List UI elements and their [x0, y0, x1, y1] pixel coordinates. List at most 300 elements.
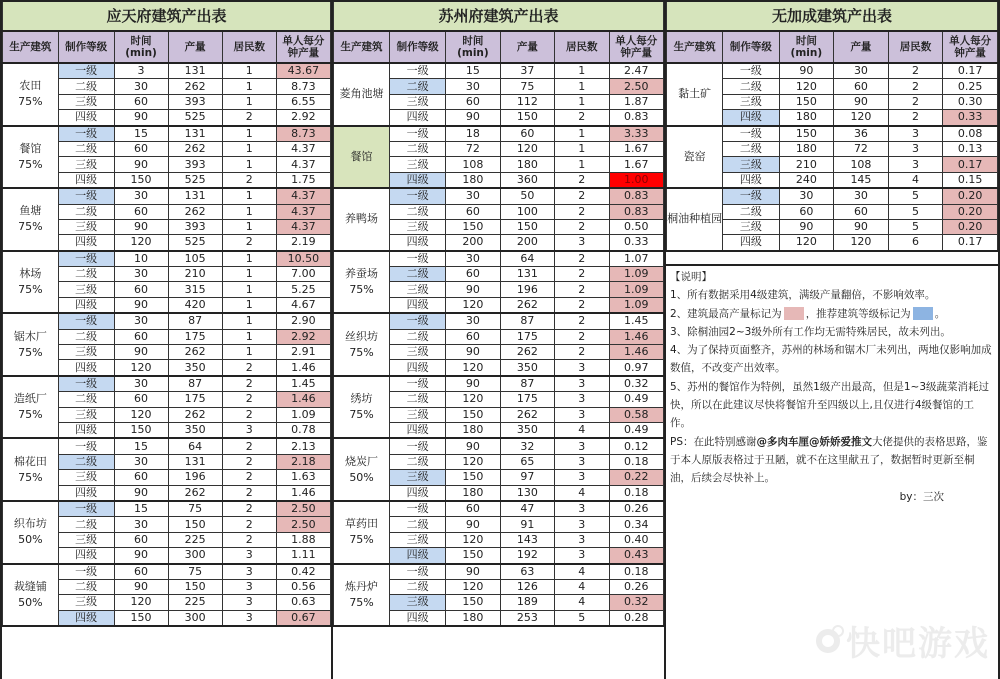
- output-cell: 180: [500, 157, 554, 172]
- time-cell: 90: [446, 376, 500, 392]
- grade-cell: 二级: [390, 517, 446, 532]
- time-cell: 90: [114, 157, 168, 172]
- residents-cell: 1: [222, 188, 276, 204]
- grade-cell: 一级: [58, 501, 114, 517]
- output-cell: 37: [500, 63, 554, 79]
- output-cell: 525: [168, 172, 222, 188]
- residents-cell: 3: [555, 438, 609, 454]
- grade-cell: 一级: [390, 63, 446, 79]
- time-cell: 90: [114, 297, 168, 313]
- grade-cell: 二级: [723, 79, 779, 94]
- time-cell: 150: [779, 94, 834, 109]
- residents-cell: 2: [888, 79, 943, 94]
- time-cell: 120: [446, 454, 500, 469]
- grade-cell: 一级: [58, 376, 114, 392]
- building-name: 造纸厂 75%: [3, 376, 59, 439]
- per-min-cell: 1.88: [276, 532, 330, 547]
- per-min-cell: 0.33: [943, 110, 998, 126]
- note-4: 4、为了保持页面整齐，苏州的林场和锯木厂未列出，两地仅影响加成数值，不改变产出效率。: [670, 344, 992, 375]
- output-cell: 120: [834, 235, 889, 251]
- per-min-cell: 10.50: [276, 251, 330, 267]
- time-cell: 30: [114, 376, 168, 392]
- building-name: 桐油种植园: [667, 188, 723, 251]
- per-min-cell: 4.37: [276, 188, 330, 204]
- output-cell: 189: [500, 595, 554, 610]
- output-cell: 75: [168, 501, 222, 517]
- grade-cell: 一级: [390, 501, 446, 517]
- per-min-cell: 1.45: [276, 376, 330, 392]
- per-min-cell: 1.09: [609, 297, 664, 313]
- residents-cell: 1: [222, 297, 276, 313]
- time-cell: 90: [446, 110, 500, 126]
- time-cell: 180: [779, 141, 834, 156]
- output-cell: 112: [500, 94, 554, 109]
- per-min-cell: 0.83: [609, 204, 664, 219]
- time-cell: 240: [779, 172, 834, 188]
- residents-cell: 1: [555, 141, 609, 156]
- per-min-cell: 0.20: [943, 204, 998, 219]
- time-cell: 60: [114, 564, 168, 580]
- time-cell: 60: [114, 532, 168, 547]
- residents-cell: 3: [222, 422, 276, 438]
- no-bonus-table: [666, 0, 998, 252]
- building-name: 棉花田 75%: [3, 438, 59, 501]
- suzhou-table: [333, 0, 664, 627]
- residents-cell: 1: [555, 94, 609, 109]
- per-min-cell: 6.55: [276, 94, 330, 109]
- residents-cell: 3: [555, 235, 609, 251]
- time-cell: 150: [446, 548, 500, 564]
- building-name: 鱼塘 75%: [3, 188, 59, 251]
- grade-cell: 二级: [390, 392, 446, 407]
- residents-cell: 2: [555, 188, 609, 204]
- output-cell: 47: [500, 501, 554, 517]
- output-cell: 150: [168, 517, 222, 532]
- grade-cell: 四级: [723, 172, 779, 188]
- no-bonus-panel: [666, 0, 1000, 679]
- residents-cell: 4: [555, 564, 609, 580]
- notes-heading: 【说明】: [670, 271, 712, 283]
- output-cell: 196: [168, 470, 222, 485]
- per-min-cell: 1.46: [609, 345, 664, 360]
- table-row: [3, 188, 331, 204]
- time-cell: 108: [446, 157, 500, 172]
- output-cell: 50: [500, 188, 554, 204]
- per-min-cell: 0.17: [943, 63, 998, 79]
- per-min-cell: 1.63: [276, 470, 330, 485]
- residents-cell: 2: [555, 345, 609, 360]
- per-min-cell: 0.49: [609, 422, 664, 438]
- output-cell: 262: [500, 297, 554, 313]
- watermark-logo-icon: [816, 629, 840, 653]
- per-min-cell: 0.26: [609, 501, 664, 517]
- grade-cell: 二级: [390, 141, 446, 156]
- time-cell: 90: [114, 485, 168, 501]
- output-cell: 525: [168, 235, 222, 251]
- grade-cell: 二级: [390, 329, 446, 344]
- output-cell: 262: [168, 345, 222, 360]
- table-row: [667, 63, 998, 79]
- grade-cell: 一级: [58, 251, 114, 267]
- residents-cell: 2: [555, 204, 609, 219]
- time-cell: 90: [114, 345, 168, 360]
- time-cell: 60: [446, 94, 500, 109]
- time-cell: 30: [114, 267, 168, 282]
- col-per-min: 单人每分 钟产量: [943, 31, 998, 63]
- per-min-cell: 1.11: [276, 548, 330, 564]
- output-cell: 90: [834, 219, 889, 234]
- per-min-cell: 0.78: [276, 422, 330, 438]
- per-min-cell: 1.09: [609, 267, 664, 282]
- per-min-cell: 1.67: [609, 157, 664, 172]
- building-name: 农田 75%: [3, 63, 59, 126]
- per-min-cell: 0.43: [609, 548, 664, 564]
- yingtian-panel: [0, 0, 333, 679]
- output-cell: 196: [500, 282, 554, 297]
- output-cell: 87: [500, 313, 554, 329]
- table-row: [3, 376, 331, 392]
- time-cell: 30: [446, 313, 500, 329]
- grade-cell: 二级: [723, 141, 779, 156]
- building-name: 绣坊 75%: [334, 376, 390, 439]
- per-min-cell: 7.00: [276, 267, 330, 282]
- residents-cell: 3: [555, 532, 609, 547]
- time-cell: 30: [446, 79, 500, 94]
- output-cell: 210: [168, 267, 222, 282]
- grade-cell: 三级: [58, 595, 114, 610]
- output-cell: 300: [168, 548, 222, 564]
- residents-cell: 6: [888, 235, 943, 251]
- per-min-cell: 8.73: [276, 126, 330, 142]
- residents-cell: 2: [222, 485, 276, 501]
- residents-cell: 2: [222, 172, 276, 188]
- per-min-cell: 2.47: [609, 63, 664, 79]
- table-row: [667, 126, 998, 142]
- best-swatch: [784, 307, 804, 320]
- time-cell: 18: [446, 126, 500, 142]
- building-name: 裁缝铺 50%: [3, 564, 59, 627]
- residents-cell: 3: [222, 595, 276, 610]
- output-cell: 262: [168, 485, 222, 501]
- time-cell: 60: [446, 329, 500, 344]
- grade-cell: 一级: [390, 564, 446, 580]
- output-cell: 393: [168, 157, 222, 172]
- grade-cell: 四级: [58, 172, 114, 188]
- residents-cell: 3: [555, 517, 609, 532]
- residents-cell: 2: [222, 360, 276, 376]
- output-cell: 262: [500, 407, 554, 422]
- grade-cell: 四级: [390, 422, 446, 438]
- output-cell: 131: [168, 126, 222, 142]
- col-output: 产量: [500, 31, 554, 63]
- output-cell: 126: [500, 579, 554, 594]
- output-cell: 108: [834, 157, 889, 172]
- output-cell: 131: [168, 188, 222, 204]
- grade-cell: 四级: [58, 485, 114, 501]
- col-building: 生产建筑: [334, 31, 390, 63]
- grade-cell: 三级: [390, 470, 446, 485]
- building-name: 林场 75%: [3, 251, 59, 314]
- residents-cell: 1: [222, 345, 276, 360]
- residents-cell: 2: [555, 251, 609, 267]
- grade-cell: 三级: [390, 595, 446, 610]
- per-min-cell: 4.37: [276, 219, 330, 234]
- residents-cell: 1: [222, 267, 276, 282]
- col-residents: 居民数: [888, 31, 943, 63]
- residents-cell: 2: [222, 501, 276, 517]
- grade-cell: 一级: [723, 188, 779, 204]
- residents-cell: 3: [555, 376, 609, 392]
- col-building: 生产建筑: [667, 31, 723, 63]
- grade-cell: 二级: [58, 579, 114, 594]
- col-time: 时间 (min): [114, 31, 168, 63]
- grade-cell: 三级: [58, 532, 114, 547]
- output-cell: 350: [168, 422, 222, 438]
- residents-cell: 2: [222, 470, 276, 485]
- per-min-cell: 1.75: [276, 172, 330, 188]
- residents-cell: 3: [222, 548, 276, 564]
- time-cell: 72: [446, 141, 500, 156]
- grade-cell: 四级: [390, 235, 446, 251]
- per-min-cell: 0.83: [609, 188, 664, 204]
- output-cell: 350: [500, 422, 554, 438]
- per-min-cell: 43.67: [276, 63, 330, 79]
- grade-cell: 四级: [58, 297, 114, 313]
- output-cell: 315: [168, 282, 222, 297]
- residents-cell: 3: [222, 564, 276, 580]
- residents-cell: 2: [555, 282, 609, 297]
- table-row: [667, 188, 998, 204]
- time-cell: 30: [779, 188, 834, 204]
- grade-cell: 四级: [58, 548, 114, 564]
- time-cell: 150: [114, 610, 168, 626]
- per-min-cell: 0.26: [609, 579, 664, 594]
- residents-cell: 3: [888, 141, 943, 156]
- time-cell: 30: [446, 188, 500, 204]
- output-cell: 262: [168, 407, 222, 422]
- per-min-cell: 0.56: [276, 579, 330, 594]
- building-name: 养鸭场: [334, 188, 390, 251]
- time-cell: 150: [779, 126, 834, 142]
- per-min-cell: 2.92: [276, 329, 330, 344]
- grade-cell: 四级: [723, 110, 779, 126]
- time-cell: 30: [114, 454, 168, 469]
- output-cell: 131: [500, 267, 554, 282]
- grade-cell: 四级: [58, 422, 114, 438]
- output-cell: 262: [168, 204, 222, 219]
- grade-cell: 四级: [723, 235, 779, 251]
- note-5: 5、苏州的餐馆作为特例，虽然1级产出最高，但是1~3级蔬菜消耗过快，所以在此建议尽快将餐馆升至四级以上,且仅进行4级餐馆的工作。: [670, 380, 990, 430]
- grade-cell: 二级: [390, 267, 446, 282]
- suzhou-panel: [333, 0, 666, 679]
- per-min-cell: 3.33: [609, 126, 664, 142]
- grade-cell: 三级: [723, 219, 779, 234]
- residents-cell: 2: [222, 110, 276, 126]
- grade-cell: 二级: [58, 141, 114, 156]
- output-cell: 350: [168, 360, 222, 376]
- note-3: 3、除桐油园2~3级外所有工作均无需特殊居民，故未列出。: [670, 325, 951, 338]
- per-min-cell: 1.87: [609, 94, 664, 109]
- output-cell: 253: [500, 610, 554, 626]
- output-cell: 175: [500, 392, 554, 407]
- grade-cell: 一级: [390, 251, 446, 267]
- grade-cell: 一级: [58, 564, 114, 580]
- time-cell: 120: [446, 532, 500, 547]
- col-grade: 制作等级: [723, 31, 779, 63]
- time-cell: 180: [446, 172, 500, 188]
- grade-cell: 三级: [390, 407, 446, 422]
- time-cell: 15: [446, 63, 500, 79]
- output-cell: 60: [834, 204, 889, 219]
- residents-cell: 2: [555, 297, 609, 313]
- building-name: 草药田 75%: [334, 501, 390, 564]
- residents-cell: 3: [555, 501, 609, 517]
- output-cell: 393: [168, 94, 222, 109]
- time-cell: 90: [446, 345, 500, 360]
- time-cell: 60: [779, 204, 834, 219]
- residents-cell: 1: [222, 282, 276, 297]
- note-1: 1、所有数据采用4级建筑，满级产量翻倍，不影响效率。: [670, 289, 936, 302]
- output-cell: 30: [834, 63, 889, 79]
- output-cell: 150: [500, 110, 554, 126]
- time-cell: 120: [114, 235, 168, 251]
- per-min-cell: 0.30: [943, 94, 998, 109]
- per-min-cell: 0.58: [609, 407, 664, 422]
- output-cell: 350: [500, 360, 554, 376]
- per-min-cell: 2.18: [276, 454, 330, 469]
- residents-cell: 3: [222, 610, 276, 626]
- time-cell: 120: [446, 392, 500, 407]
- residents-cell: 2: [555, 172, 609, 188]
- per-min-cell: 1.07: [609, 251, 664, 267]
- output-cell: 192: [500, 548, 554, 564]
- time-cell: 120: [779, 235, 834, 251]
- residents-cell: 2: [555, 110, 609, 126]
- time-cell: 15: [114, 438, 168, 454]
- time-cell: 210: [779, 157, 834, 172]
- grade-cell: 二级: [390, 204, 446, 219]
- table-row: [334, 564, 664, 580]
- residents-cell: 3: [555, 407, 609, 422]
- table-title: 应天府建筑产出表: [3, 1, 331, 31]
- output-cell: 145: [834, 172, 889, 188]
- output-cell: 120: [500, 141, 554, 156]
- time-cell: 90: [779, 219, 834, 234]
- output-cell: 175: [168, 392, 222, 407]
- per-min-cell: 4.37: [276, 204, 330, 219]
- time-cell: 90: [114, 548, 168, 564]
- output-cell: 60: [834, 79, 889, 94]
- per-min-cell: 0.63: [276, 595, 330, 610]
- output-cell: 300: [168, 610, 222, 626]
- per-min-cell: 2.91: [276, 345, 330, 360]
- grade-cell: 一级: [58, 126, 114, 142]
- grade-cell: 二级: [390, 79, 446, 94]
- per-min-cell: 1.09: [609, 282, 664, 297]
- col-residents: 居民数: [222, 31, 276, 63]
- residents-cell: 5: [888, 204, 943, 219]
- time-cell: 120: [779, 79, 834, 94]
- per-min-cell: 0.13: [943, 141, 998, 156]
- output-cell: 100: [500, 204, 554, 219]
- col-per-min: 单人每分 钟产量: [276, 31, 330, 63]
- time-cell: 120: [114, 595, 168, 610]
- table-row: [3, 251, 331, 267]
- grade-cell: 一级: [390, 438, 446, 454]
- grade-cell: 二级: [58, 79, 114, 94]
- time-cell: 30: [114, 79, 168, 94]
- time-cell: 150: [446, 407, 500, 422]
- residents-cell: 5: [888, 219, 943, 234]
- grade-cell: 四级: [58, 110, 114, 126]
- per-min-cell: 0.97: [609, 360, 664, 376]
- per-min-cell: 2.90: [276, 313, 330, 329]
- output-cell: 32: [500, 438, 554, 454]
- time-cell: 90: [446, 282, 500, 297]
- per-min-cell: 0.12: [609, 438, 664, 454]
- building-name: 瓷窑: [667, 126, 723, 189]
- residents-cell: 5: [888, 188, 943, 204]
- per-min-cell: 0.32: [609, 376, 664, 392]
- output-cell: 130: [500, 485, 554, 501]
- residents-cell: 2: [555, 313, 609, 329]
- time-cell: 90: [114, 219, 168, 234]
- residents-cell: 2: [222, 392, 276, 407]
- output-cell: 87: [500, 376, 554, 392]
- residents-cell: 1: [222, 329, 276, 344]
- per-min-cell: 0.25: [943, 79, 998, 94]
- time-cell: 120: [114, 407, 168, 422]
- per-min-cell: 0.20: [943, 188, 998, 204]
- grade-cell: 一级: [390, 313, 446, 329]
- output-cell: 91: [500, 517, 554, 532]
- per-min-cell: 4.37: [276, 157, 330, 172]
- residents-cell: 1: [222, 141, 276, 156]
- recommend-swatch: [913, 307, 933, 320]
- grade-cell: 三级: [58, 407, 114, 422]
- grade-cell: 二级: [390, 454, 446, 469]
- time-cell: 30: [114, 517, 168, 532]
- time-cell: 90: [446, 438, 500, 454]
- residents-cell: 1: [555, 63, 609, 79]
- col-time: 时间 (min): [779, 31, 834, 63]
- per-min-cell: 4.37: [276, 141, 330, 156]
- per-min-cell: 2.13: [276, 438, 330, 454]
- grade-cell: 一级: [390, 376, 446, 392]
- output-cell: 90: [834, 94, 889, 109]
- table-title: 苏州府建筑产出表: [334, 1, 664, 31]
- building-name: 织布坊 50%: [3, 501, 59, 564]
- residents-cell: 2: [222, 376, 276, 392]
- time-cell: 180: [446, 485, 500, 501]
- table-row: [3, 501, 331, 517]
- grade-cell: 二级: [723, 204, 779, 219]
- output-cell: 65: [500, 454, 554, 469]
- grade-cell: 二级: [58, 454, 114, 469]
- time-cell: 30: [114, 188, 168, 204]
- time-cell: 180: [446, 422, 500, 438]
- table-row: [3, 438, 331, 454]
- building-name: 锯木厂 75%: [3, 313, 59, 376]
- time-cell: 10: [114, 251, 168, 267]
- time-cell: 60: [114, 94, 168, 109]
- yingtian-table: [2, 0, 331, 627]
- residents-cell: 2: [222, 438, 276, 454]
- building-name: 炼丹炉 75%: [334, 564, 390, 627]
- grade-cell: 二级: [58, 204, 114, 219]
- grade-cell: 四级: [390, 172, 446, 188]
- per-min-cell: 0.22: [609, 470, 664, 485]
